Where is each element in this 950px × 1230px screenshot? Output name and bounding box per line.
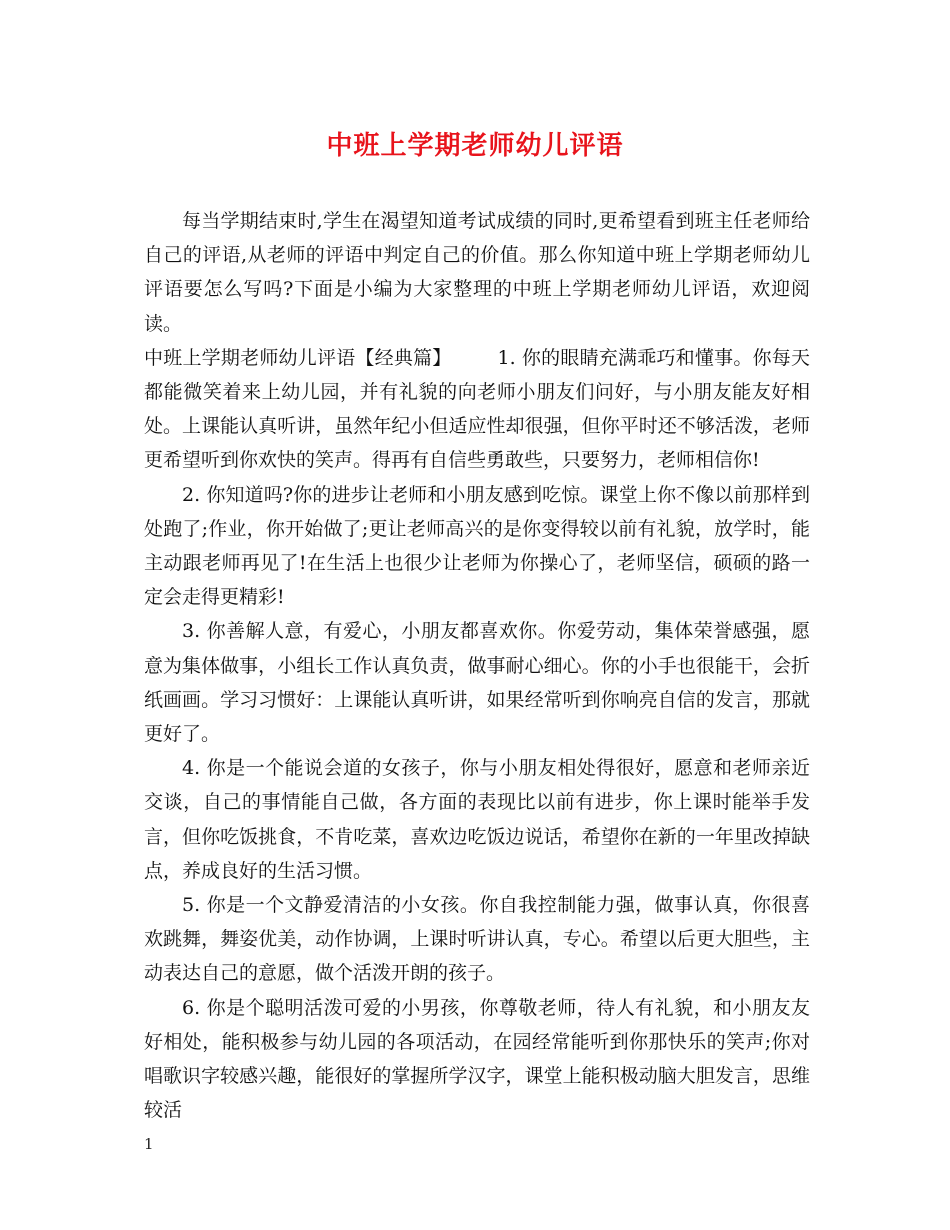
document-body xyxy=(144,204,810,1127)
comment-paragraph-4: 4. 你是一个能说会道的女孩子，你与小朋友相处得很好，愿意和老师亲近交谈，自己的事情能自己做，各方面的表现比以前有进步，你上课时能举手发言，但你吃饭挑食，不肯吃菜，喜欢边吃饭边说话，希望你在新的一年里改掉缺点，养成良好的生活习惯。 xyxy=(144,757,810,882)
comment-text-1: 1. 你的眼睛充满乖巧和懂事。你每天都能微笑着来上幼儿园，并有礼貌的向老师小朋友们问好，与小朋友能友好相处。上课能认真听讲，虽然年纪小但适应性却很强，但你平时还不够活泼，老师更希望听到你欢快的笑声。得再有自信些勇敢些，只要努力，老师相信你! xyxy=(144,346,810,472)
document-title: 中班上学期老师幼儿评语 xyxy=(326,131,624,161)
comment-paragraph-2: 2. 你知道吗?你的进步让老师和小朋友感到吃惊。课堂上你不像以前那样到处跑了;作业，你开始做了;更让老师高兴的是你变得较以前有礼貌，放学时，能主动跟老师再见了!在生活上也很少让老师为你操心了，老师坚信，硕硕的路一定会走得更精彩! xyxy=(144,483,810,609)
comment-paragraph-6: 6. 你是个聪明活泼可爱的小男孩，你尊敬老师，待人有礼貌，和小朋友友好相处，能积极参与幼儿园的各项活动，在园经常能听到你那快乐的笑声;你对唱歌识字较感兴趣，能很好的掌握所学汉字，课堂上能积极动脑大胆发言，思维较活 xyxy=(144,996,810,1122)
comment-paragraph-3: 3. 你善解人意，有爱心，小朋友都喜欢你。你爱劳动，集体荣誉感强，愿意为集体做事，小组长工作认真负责，做事耐心细心。你的小手也很能干，会折纸画画。学习习惯好：上课能认真听讲，如果经常听到你响亮自信的发言，那就更好了。 xyxy=(144,620,810,746)
comment-paragraph-5: 5. 你是一个文静爱清洁的小女孩。你自我控制能力强，做事认真，你很喜欢跳舞，舞姿优美，动作协调，上课时听讲认真，专心。希望以后更大胆些，主动表达自己的意愿，做个活泼开朗的孩子。 xyxy=(144,894,810,985)
page-number: 1 xyxy=(144,1135,154,1153)
section-heading: 中班上学期老师幼儿评语【经典篇】 xyxy=(144,346,452,369)
comment-paragraph-1 xyxy=(144,341,810,478)
intro-paragraph: 每当学期结束时,学生在渴望知道考试成绩的同时,更希望看到班主任老师给自己的评语,从老师的评语中判定自己的价值。那么你知道中班上学期老师幼儿评语要怎么写吗?下面是小编为大家整理的中班上学期老师幼儿评语，欢迎阅读。 xyxy=(144,210,810,335)
